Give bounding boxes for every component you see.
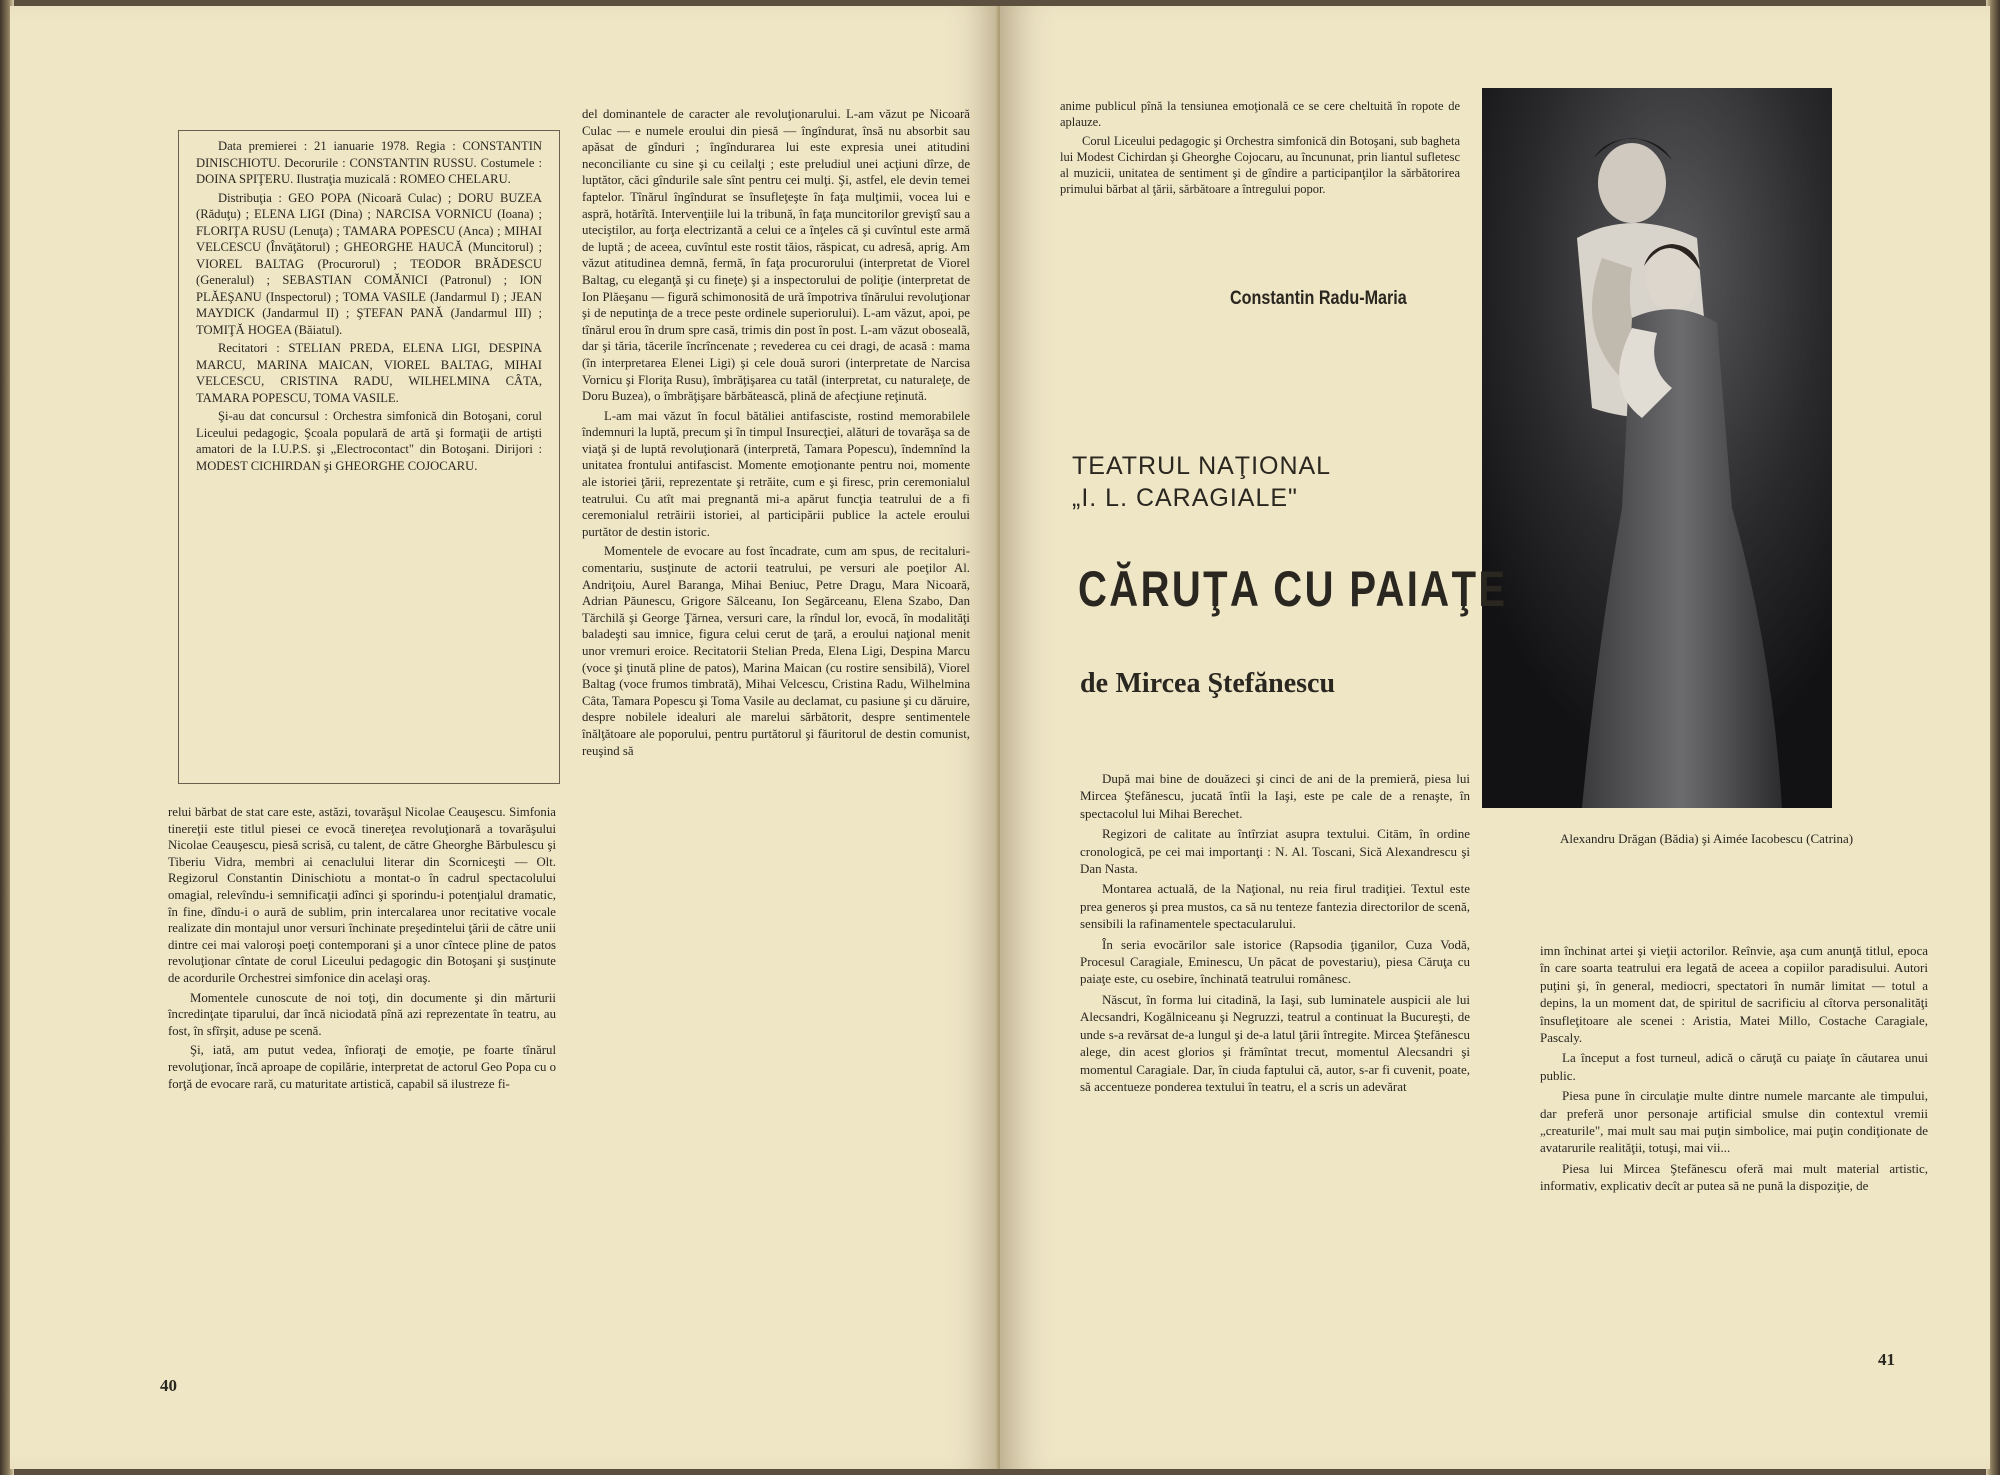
paragraph: Născut, în forma lui citadină, la Iaşi, sub luminatele auspicii ale lui Alecsandri, Kogălniceanu şi Negruzzi, teatrul a continuat la Bucureşti, de unde s-a revărsat de-a lungul şi de-a latul ţării întregite. Mircea Ştefănescu alege, din acest glorios şi frămîntat trecut, momentul Alecsandri şi momentul Caragiale. Dar, în ciuda faptului că, autor, s-ar fi cuvenit, poate, să accentueze ponderea textului în teatru, el a scris un adevărat bbox=[1080, 991, 1470, 1094]
paragraph: anime publicul pînă la tensiunea emoţională ce se cere cheltuită în ropote de aplauze. bbox=[1060, 99, 1460, 129]
paragraph: Corul Liceului pedagogic şi Orchestra simfonică din Botoşani, sub bagheta lui Modest Cichirdan şi Gheorghe Cojocaru, au încununat, prin liantul sufletesc al muzicii, unitatea de sentiment şi de gîndire a participanţilor la sărbătorirea primului bărbat al ţării, sărbătoare a întregului popor. bbox=[1060, 134, 1460, 196]
photo-illustration bbox=[1482, 88, 1832, 808]
review-ending bbox=[1060, 98, 1460, 200]
paragraph: La început a fost turneul, adică o căruţă cu paiaţe în căutarea unui public. bbox=[1540, 1050, 1928, 1083]
left-column-1 bbox=[168, 804, 556, 1095]
paragraph: del dominantele de caracter ale revoluţionarului. L-am văzut pe Nicoară Culac — e numele eroului din piesă — îngîndurat, însă nu absorbit sau apăsat de gînduri ; îngîndurarea lui este expresia unei atitudini neconciliante cu sine şi cu ceilalţi ; este preludiul unei acţiuni dîrze, de luptător, căci gîndurile sale sînt pentru cei mulţi. Şi, astfel, ele devin temei faptelor. Tînărul îngîndurat se însufleţeşte în faţa mulţimii, vocea lui e aspră, hotărîtă. Intervenţiile lui la tribună, în faţa muncitorilor greviştî sau a uteciştilor, au forţa electrizantă a celui ce a înţeles că şi cuvîntul este armă de luptă ; de aceea, cuvîntul este rostit tăios, răspicat, cu adresă, aprig. Am văzut atitudinea demnă, fermă, în faţa procurorului (interpretat de Viorel Baltag, cu eleganţă şi cu fineţe) şi a inspectorului de poliţie (interpretat de Ion Plăeşanu — figură schimonosită de ură împotriva tînărului revoluţionar şi de neputinţa de a trece peste ordinele superiorului). L-am văzut, apoi, pe tînărul erou în drum spre casă, trimis din post în post. L-am văzut obosealã, dar şi tăria, tăcerile încrîncenate ; revederea cu cei dragi, de acasă : mama (în interpretarea Elenei Ligi) şi cele două surori (interpretate de Narcisa Vornicu şi Floriţa Rusu), îmbrăţişarea cu tatăl (interpretat, cu naturaleţe, de Doru Buzea), o îmbrăţişare bărbătească, plină de afecţiune reţinută. bbox=[582, 107, 970, 404]
paragraph: În seria evocărilor sale istorice (Rapsodia ţiganilor, Cuza Vodă, Procesul Caragiale, Eminescu, Un păcat de povestariu), piesa Căruţa cu paiaţe este, cu osebire, închinată teatrului românesc. bbox=[1080, 936, 1470, 987]
production-photo bbox=[1482, 88, 1832, 808]
credits-premiere: Data premierei : 21 ianuarie 1978. Regia : CONSTANTIN DINISCHIOTU. Decorurile : CONSTANTIN RUSSU. Costumele : DOINA SPIŢERU. Ilustraţia muzicală : ROMEO CHELARU. bbox=[196, 139, 542, 186]
credits-reciters: Recitatori : STELIAN PREDA, ELENA LIGI, DESPINA MARCU, MARINA MAICAN, VIOREL BALTAG, MIHAI VELCESCU, CRISTINA RADU, WILHELMINA CÂTA, TAMARA POPESCU, TOMA VASILE. bbox=[196, 341, 542, 405]
paragraph: După mai bine de douăzeci şi cinci de ani de la premieră, piesa lui Mircea Ştefănescu, jucată întîi la Iaşi, este pe cale de a renaşte, în spectacolul lui Mihai Berechet. bbox=[1080, 771, 1470, 821]
right-column-1 bbox=[1080, 770, 1470, 1098]
credits-cast: Distribuţia : GEO POPA (Nicoară Culac) ; DORU BUZEA (Răduţu) ; ELENA LIGI (Dina) ; NARCISA VORNICU (Ioana) ; FLORIŢA RUSU (Lenuţa) ; TAMARA POPESCU (Anca) ; MIHAI VELCESCU (Învăţătorul) ; GHEORGHE HAUCĂ (Muncitorul) ; VIOREL BALTAG (Procurorul) ; TEODOR BRĂDESCU (Generalul) ; SEBASTIAN COMĂNICI (Patronul) ; ION PLĂEŞANU (Inspectorul) ; TOMA VASILE (Jandarmul I) ; JEAN MAYDICK (Jandarmul II) ; ŞTEFAN PANĂ (Jandarmul III) ; TOMIŢĂ HOGEA (Băiatul). bbox=[196, 190, 542, 337]
credits-block bbox=[196, 138, 542, 476]
paragraph: relui bărbat de stat care este, astăzi, tovarăşul Nicolae Ceauşescu. Simfonia tinereţii este titlul piesei ce evocă tinereţea revoluţionară a tovarăşului Nicolae Ceauşescu, piesă scrisă, cu talent, de către Gheorghe Bărbulescu şi Tiberiu Vidra, membri ai cenaclului literar din Scorniceşti — Olt. Regizorul Constantin Dinischiotu a montat-o în cadrul spectacolului omagial, relevîndu-i semnificaţii adînci şi sporindu-i potenţialul dramatic, în fine, dîndu-i o aură de sublim, prin intercalarea unor recitative vocale realizate din montajul unor versuri închinate preşedintelui ţării de către unii dintre cei mai valoroşi poeţi contemporani şi a unor cîntece pline de patos revoluţionar cîntate de corul Liceului pedagogic din Botoşani şi susţinute de acordurile Orchestrei simfonice din acelaşi oraş. bbox=[168, 805, 556, 985]
author-signature: Constantin Radu-Maria bbox=[1230, 288, 1407, 309]
paragraph: Piesa pune în circulaţie multe dintre numele marcante ale timpului, dar preferă unor personaje artificial smulse din contextul vremii „creaturile", mai mult sau mai puţin simbolice, mai puţin condiţionate de avatarurile realităţii, totuşi, mai vii... bbox=[1540, 1088, 1928, 1156]
credits-contributors: Şi-au dat concursul : Orchestra simfonică din Botoşani, corul Liceului pedagogic, Şcoala populară de artă şi formaţii de artişti amatori de la I.U.P.S. şi „Electrocontact" din Botoşani. Dirijori : MODEST CICHIRDAN şi GHEORGHE COJOCARU. bbox=[196, 409, 542, 473]
paragraph: L-am mai văzut în focul bătăliei antifasciste, rostind memorabilele îndemnuri la luptă, precum şi în timpul Insurecţiei, alături de tovarăşa sa de viaţă şi de luptă revoluţionară (interpretă, Tamara Popescu), îndemnînd la unitatea frontului antifascist. Momente emoţionante pentru noi, momente ale istoriei ţării, reprezentate şi retrăite, cum e şi firesc, prin ceremonialul teatrului. Cu atît mai pregnantă mi-a apărut funcţia teatrului de a fi ceremonialul retrăirii istoriei, al participării publice la actele eroului purtător de destin istoric. bbox=[582, 408, 970, 539]
byline-prefix: de bbox=[1080, 668, 1108, 699]
paragraph: imn închinat artei şi vieţii actorilor. Reînvie, aşa cum anunţă titlul, epoca în care soarta teatrului era legată de aceea a copiilor paradisului. Autori puţini şi, în general, mediocri, spectatori în număr limitat — totul a depins, la un moment dat, de spiritul de sacrificiu al cîtorva personalităţi însufleţitoare ale scenei : Aristia, Matei Millo, Costache Caragiale, Pascaly. bbox=[1540, 943, 1928, 1046]
paragraph: Şi, iată, am putut vedea, înfioraţi de emoţie, pe foarte tînărul revoluţionar, încă aproape de copilărie, interpretat de actorul Geo Popa cu o forţă de evocare rară, cu maturitate artistică, capabil să ilustreze fi- bbox=[168, 1043, 556, 1091]
paragraph: Regizori de calitate au întîrziat asupra textului. Citām, în ordine cronologică, pe cei mai importanţi : N. Al. Toscani, Sică Alexandrescu şi Dan Nasta. bbox=[1080, 826, 1470, 877]
paragraph: Piesa lui Mircea Ştefănescu oferă mai mult material artistic, informativ, explicativ decît ar putea să ne pună la dispoziţie, de bbox=[1540, 1160, 1928, 1194]
paragraph: Montarea actuală, de la Naţional, nu reia firul tradiţiei. Textul este prea generos şi prea mustos, ca să nu tenteze fantezia directorilor de scenă, sensibili la rafinamentele spectacularului. bbox=[1080, 881, 1470, 932]
left-column-2 bbox=[582, 106, 970, 762]
page-number-right: 41 bbox=[1878, 1350, 1895, 1369]
left-page bbox=[10, 6, 1000, 1469]
page-number-left: 40 bbox=[160, 1376, 177, 1395]
byline bbox=[1080, 666, 1335, 700]
play-title: CĂRUŢA CU PAIAŢE bbox=[1078, 561, 1508, 617]
theatre-line-1: TEATRUL NAŢIONAL bbox=[1072, 452, 1332, 480]
paragraph: Momentele de evocare au fost încadrate, cum am spus, de recitaluri-comentariu, susţinute de actorii teatrului, pe versuri ale poeţilor Al. Andriţoiu, Aurel Baranga, Mihai Beniuc, Petre Dragu, Mara Nicoară, Adrian Păunescu, Grigore Sălceanu, Ion Segărceanu, Elena Szabo, Dan Tărchilă şi George Ţărnea, versuri care, la rîndul lor, evocă, în modalităţi baladeşti sau imnice, figura celui cerut de ţară, a eroului naţional menit unor vremuri eroice. Recitatorii Stelian Preda, Elena Ligi, Despina Marcu (voce şi ţinută pline de patos), Marina Maican (cu rostire sensibilă), Viorel Baltag (voce frumos timbrată), Mihai Velcescu, Cristina Radu, Wilhelmina Câta, Tamara Popescu şi Toma Vasile au declamat, cu pasiune şi cu dăruire, despre nobilele idealuri ale marelui sărbătorit, despre sentimentele înălţătoare ale poporului, pentru purtătorul şi făuritorul de destin comunist, reuşind să bbox=[582, 544, 970, 758]
right-column-2 bbox=[1540, 942, 1928, 1198]
byline-author: Mircea Ştefănescu bbox=[1115, 668, 1336, 699]
theatre-name bbox=[1072, 450, 1331, 514]
theatre-line-2: „I. L. CARAGIALE" bbox=[1072, 484, 1298, 512]
paragraph: Momentele cunoscute de noi toţi, din documente şi din mărturii încredinţate tiparului, dar încă niciodată pînă azi reprezentate în teatru, au fost, în sfîrşit, aduse pe scenă. bbox=[168, 990, 556, 1038]
photo-caption: Alexandru Drăgan (Bădia) şi Aimée Iacobescu (Catrina) bbox=[1560, 831, 1854, 846]
